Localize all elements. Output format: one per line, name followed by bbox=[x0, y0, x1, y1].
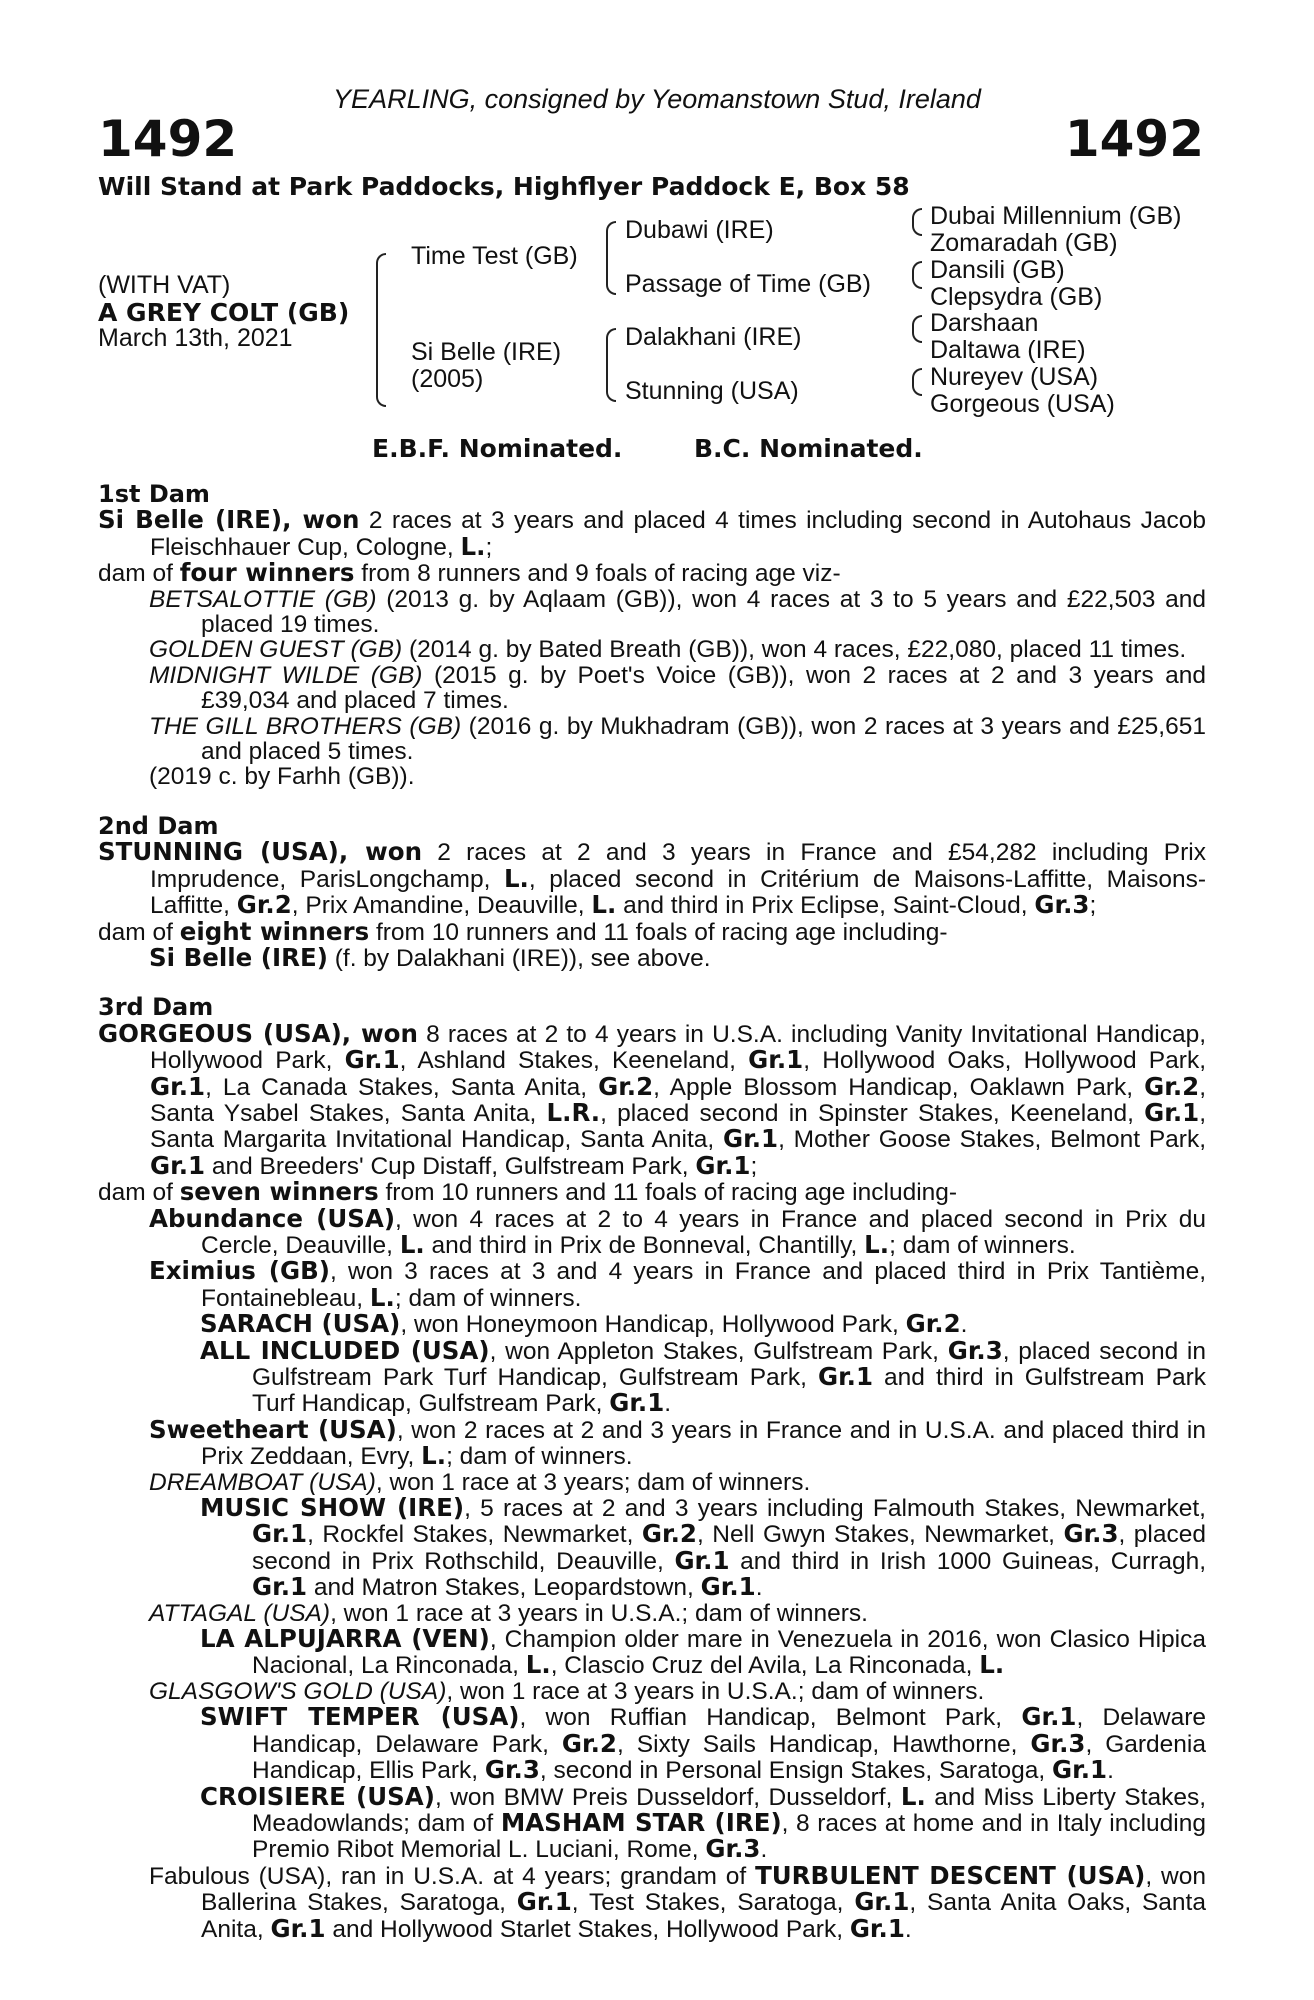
list-item: BETSALOTTIE (GB) (2013 g. by Aqlaam (GB)), won 4 races at 3 to 5 years and £22,503 and placed 19 times. bbox=[149, 585, 1206, 639]
second-dam-heading: 2nd Dam bbox=[98, 811, 219, 840]
first-dam-heading: 1st Dam bbox=[98, 480, 210, 508]
ancestor-7: Nureyev (USA) bbox=[930, 363, 1099, 391]
list-item: Sweetheart (USA), won 2 races at 2 and 3 years in France and in U.S.A. and placed third in Prix Zeddaan, Evry, L.; dam of winners. bbox=[149, 1414, 1206, 1471]
list-item: THE GILL BROTHERS (GB) (2016 g. by Mukhadram (GB)), won 2 races at 3 years and £25,651 and placed 5 times. bbox=[149, 712, 1206, 766]
stand-location: Will Stand at Park Paddocks, Highflyer Paddock E, Box 58 bbox=[98, 172, 910, 201]
ebf-nomination: E.B.F. Nominated. bbox=[372, 434, 623, 463]
list-item: Si Belle (IRE) (f. by Dalakhani (IRE)), see above. bbox=[149, 942, 711, 972]
sire-dam: Passage of Time (GB) bbox=[625, 270, 871, 298]
second-dam-record: STUNNING (USA), won 2 races at 2 and 3 years in France and £54,282 including Prix Imprudence, ParisLongchamp, L., placed second in Critérium de Maisons-Laffitte, Maisons-Laffitte, Gr.2, Prix Amandine, Deauville, L. and third in Prix Eclipse, Saint-Cloud, Gr.3; bbox=[98, 837, 1207, 920]
first-dam-name: Si Belle (IRE), won bbox=[98, 505, 360, 535]
consignor-subtitle: YEARLING, consigned by Yeomanstown Stud, Ireland bbox=[333, 84, 981, 114]
list-item: ATTAGAL (USA), won 1 race at 3 years in U.S.A.; dam of winners. bbox=[149, 1599, 868, 1627]
third-dam-produce-summary: dam of seven winners from 10 runners and 11 foals of racing age including- bbox=[98, 1177, 958, 1207]
bc-nomination: B.C. Nominated. bbox=[694, 434, 923, 463]
lot-number-right: 1492 bbox=[1064, 110, 1204, 168]
ancestor-6: Daltawa (IRE) bbox=[930, 336, 1086, 364]
list-item: GLASGOW'S GOLD (USA), won 1 race at 3 years in U.S.A.; dam of winners. bbox=[149, 1677, 985, 1705]
second-dam-produce-summary: dam of eight winners from 10 runners and 11 foals of racing age including- bbox=[98, 916, 948, 946]
dam-year: (2005) bbox=[411, 365, 484, 393]
pedigree-brace-g3 bbox=[912, 315, 922, 343]
dam: Si Belle (IRE) bbox=[411, 338, 562, 366]
list-item: GOLDEN GUEST (GB) (2014 g. by Bated Breath (GB)), won 4 races, £22,080, placed 11 times. bbox=[149, 636, 1187, 664]
list-item: Fabulous (USA), ran in U.S.A. at 4 years; grandam of TURBULENT DESCENT (USA), won Ballerina Stakes, Saratoga, Gr.1, Test Stakes, Saratoga, Gr.1, Santa Anita Oaks, Santa Anita, Gr.1 and Hollywood Starlet Stakes, Hollywood Park, Gr.1. bbox=[149, 1860, 1207, 1943]
ancestor-4: Clepsydra (GB) bbox=[930, 283, 1103, 311]
pedigree-brace-dam bbox=[606, 328, 616, 402]
third-dam-record: GORGEOUS (USA), won 8 races at 2 to 4 years in U.S.A. including Vanity Invitational Handicap, Hollywood Park, Gr.1, Ashland Stakes, Keeneland, Gr.1, Hollywood Oaks, Hollywood Park, Gr.1, La Canada Stakes, Santa Anita, Gr.2, Apple Blossom Handicap, Oaklawn Park, Gr.2, Santa Ysabel Stakes, Santa Anita, L.R., placed second in Spinster Stakes, Keeneland, Gr.1, Santa Margarita Invitational Handicap, Santa Anita, Gr.1, Mother Goose Stakes, Belmont Park, Gr.1 and Breeders' Cup Distaff, Gulfstream Park, Gr.1; bbox=[98, 1018, 1206, 1180]
ancestor-3: Dansili (GB) bbox=[930, 256, 1065, 284]
vat-note: (WITH VAT) bbox=[98, 271, 231, 299]
dam-sire: Dalakhani (IRE) bbox=[625, 323, 802, 351]
sire: Time Test (GB) bbox=[411, 242, 578, 270]
pedigree-brace-main bbox=[376, 253, 386, 407]
list-item: Abundance (USA), won 4 races at 2 to 4 years in France and placed second in Prix du Cercle, Deauville, L. and third in Prix de Bonneval, Chantilly, L.; dam of winners. bbox=[149, 1203, 1206, 1259]
list-item: Eximius (GB), won 3 races at 3 and 4 years in France and placed third in Prix Tantième, Fontainebleau, L.; dam of winners. bbox=[149, 1256, 1206, 1312]
first-dam-produce-summary: dam of four winners from 8 runners and 9 foals of racing age viz- bbox=[98, 558, 841, 588]
lot-number-left: 1492 bbox=[98, 110, 238, 168]
pedigree-brace-g4 bbox=[912, 368, 922, 396]
pedigree-brace-g1 bbox=[912, 208, 922, 236]
list-item: DREAMBOAT (USA), won 1 race at 3 years; dam of winners. bbox=[149, 1468, 811, 1496]
list-item: MIDNIGHT WILDE (GB) (2015 g. by Poet's Voice (GB)), won 2 races at 2 and 3 years and £39,034 and placed 7 times. bbox=[149, 661, 1206, 715]
list-item: MUSIC SHOW (IRE), 5 races at 2 and 3 years including Falmouth Stakes, Newmarket, Gr.1, Rockfel Stakes, Newmarket, Gr.2, Nell Gwyn Stakes, Newmarket, Gr.3, placed second in Prix Rothschild, Deauville, Gr.1 and third in Irish 1000 Guineas, Curragh, Gr.1 and Matron Stakes, Leopardstown, Gr.1. bbox=[200, 1493, 1207, 1602]
list-item: CROISIERE (USA), won BMW Preis Dusseldorf, Dusseldorf, L. and Miss Liberty Stakes, Meadowlands; dam of MASHAM STAR (IRE), 8 races at home and in Italy including Premio Ribot Memorial L. Luciani, Rome, Gr.3. bbox=[200, 1781, 1207, 1864]
foaling-date: March 13th, 2021 bbox=[98, 324, 293, 352]
pedigree-brace-g2 bbox=[912, 261, 922, 289]
ancestor-8: Gorgeous (USA) bbox=[930, 390, 1115, 418]
list-item: LA ALPUJARRA (VEN), Champion older mare in Venezuela in 2016, won Clasico Hipica Nacional, La Rinconada, L., Clascio Cruz del Avila, La Rinconada, L. bbox=[200, 1624, 1207, 1680]
list-item: (2019 c. by Farhh (GB)). bbox=[149, 763, 415, 791]
list-item: SWIFT TEMPER (USA), won Ruffian Handicap, Belmont Park, Gr.1, Delaware Handicap, Delaware Park, Gr.2, Sixty Sails Handicap, Hawthorne, Gr.3, Gardenia Handicap, Ellis Park, Gr.3, second in Personal Ensign Stakes, Saratoga, Gr.1. bbox=[200, 1702, 1206, 1785]
ancestor-2: Zomaradah (GB) bbox=[930, 229, 1118, 257]
pedigree-brace-sire bbox=[606, 221, 616, 295]
dam-dam: Stunning (USA) bbox=[625, 377, 799, 405]
ancestor-5: Darshaan bbox=[930, 309, 1039, 337]
third-dam-heading: 3rd Dam bbox=[98, 993, 214, 1022]
first-dam-record: Si Belle (IRE), won 2 races at 3 years and placed 4 times including second in Autohaus Jacob Fleischhauer Cup, Cologne, L.; bbox=[98, 505, 1206, 561]
sire-sire: Dubawi (IRE) bbox=[625, 216, 774, 244]
list-item: ALL INCLUDED (USA), won Appleton Stakes, Gulfstream Park, Gr.3, placed second in Gulfstream Park Turf Handicap, Gulfstream Park, Gr.1 and third in Gulfstream Park Turf Handicap, Gulfstream Park, Gr.1. bbox=[200, 1335, 1207, 1418]
pedigree-notes bbox=[98, 482, 1206, 1942]
list-item: SARACH (USA), won Honeymoon Handicap, Hollywood Park, Gr.2. bbox=[200, 1309, 968, 1339]
ancestor-1: Dubai Millennium (GB) bbox=[930, 202, 1182, 230]
horse-name: A GREY COLT (GB) bbox=[98, 298, 350, 327]
